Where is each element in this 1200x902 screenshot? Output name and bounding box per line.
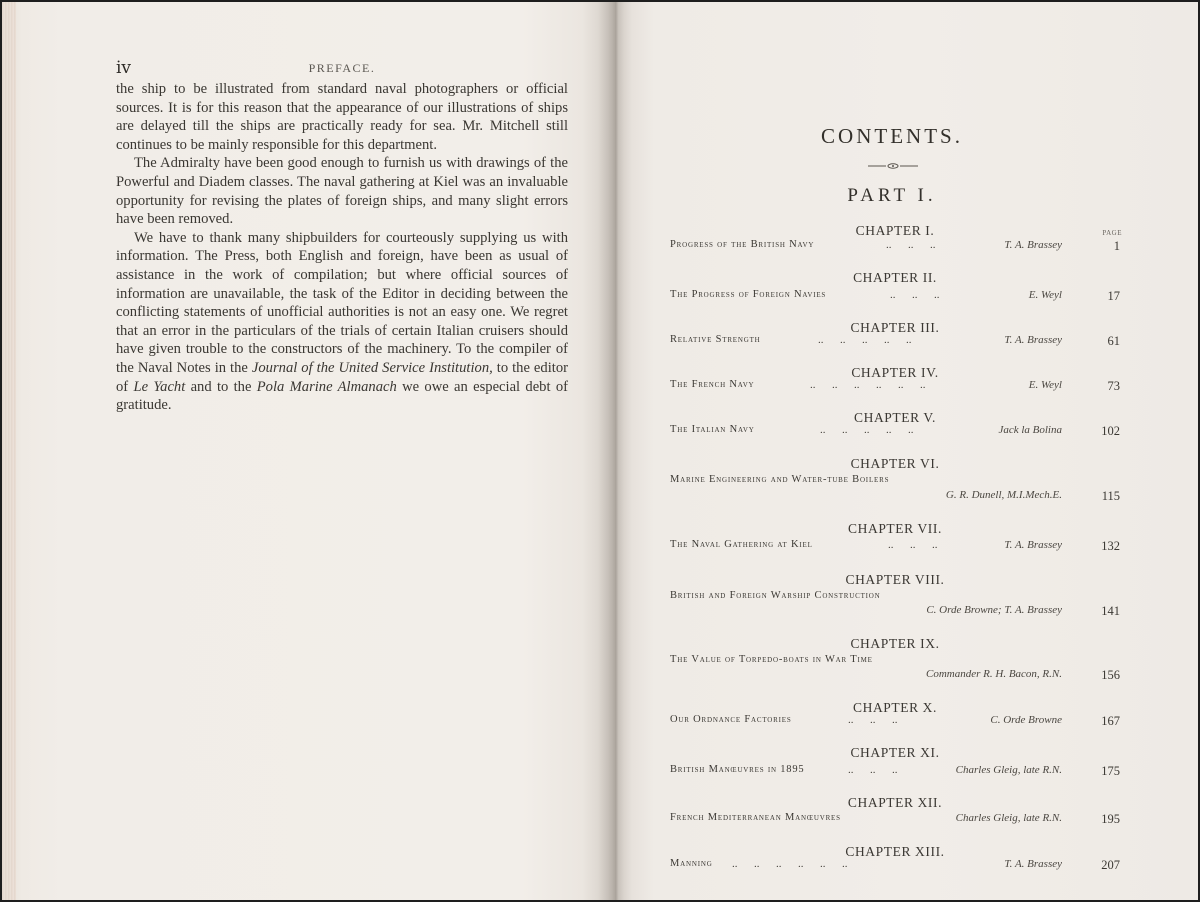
preface-paragraph: The Admiralty have been good enough to furnish us with drawings of the Powerful and Diadem classes. The naval gathering at Kiel was an invaluable opportunity for revising the plates of foreign ships, and many slight errors have been removed. <box>116 155 568 228</box>
chapter-heading: CHAPTER III. <box>850 320 940 335</box>
chapter-title: The Italian Navy <box>670 424 755 435</box>
leader-dots: .. .. .. <box>848 714 898 726</box>
chapter-author: E. Weyl <box>1028 379 1062 391</box>
chapter-title: The French Navy <box>670 379 755 390</box>
part-title: PART I. <box>847 185 937 206</box>
toc-entry[interactable] <box>670 289 1120 305</box>
magazine-title: Le Yacht <box>133 378 186 395</box>
chapter-author: Jack la Bolina <box>998 424 1062 436</box>
toc-entry-continuation[interactable] <box>670 604 1120 620</box>
leader-dots: .. .. .. <box>890 289 940 301</box>
toc-entry[interactable] <box>670 812 1120 828</box>
chapter-heading: CHAPTER X. <box>852 700 937 715</box>
chapter-author: T. A. Brassey <box>1004 334 1062 346</box>
chapter-author: T. A. Brassey <box>1004 239 1062 251</box>
chapter-heading: CHAPTER I. <box>855 223 935 238</box>
toc-entry-continuation[interactable] <box>670 489 1120 505</box>
preface-paragraph: the ship to be illustrated from standard naval photographers or official sources. It is for this reason that the appearance of our illustrations of ships are delayed till the ships are practically ready for sea. Mr. Mitchell still continues to be mainly responsible for this department. <box>116 81 568 153</box>
toc-entry[interactable] <box>670 379 1120 395</box>
chapter-title: Manning <box>670 858 713 869</box>
chapter-heading: CHAPTER IV. <box>851 365 939 380</box>
running-head: PREFACE. <box>308 61 376 75</box>
chapter-page-number: 175 <box>1101 764 1120 778</box>
page-column-label: PAGE <box>1102 229 1122 237</box>
leader-dots: .. .. .. <box>886 239 936 251</box>
chapter-title: The Progress of Foreign Navies <box>670 289 827 300</box>
leader-dots: .. .. .. .. .. <box>818 334 912 346</box>
chapter-page-number: 132 <box>1101 539 1120 553</box>
chapter-page-number: 167 <box>1101 714 1120 728</box>
preface-text-run: We have to thank many shipbuilders for courteously supplying us with information. The Press, both English and foreign, have been as usual of assistance in the work of compilation; but where official sources of information are unavailable, the task of the Editor in deciding between the conflicting statements of unofficial authorities is not an easy one. We regret that an error in the particulars of the trials of certain Italian cruisers should have given trouble to the constructors of the machinery. To the compiler of the Naval Notes in the <box>116 229 568 376</box>
toc-entry[interactable] <box>670 239 1120 255</box>
page-number: iv <box>116 58 132 78</box>
leader-dots: .. .. .. .. .. .. <box>810 379 926 391</box>
toc-entry[interactable] <box>670 334 1120 350</box>
toc-entry[interactable] <box>670 764 1120 780</box>
toc-entry[interactable] <box>670 858 1120 874</box>
contents-title: CONTENTS. <box>821 124 963 148</box>
preface-text <box>116 80 568 415</box>
journal-title: Journal of the United Service Institution, <box>251 359 493 376</box>
chapter-author: Charles Gleig, late R.N. <box>955 812 1062 824</box>
leader-dots: .. .. .. .. .. .. <box>732 858 848 870</box>
chapter-author: G. R. Dunell, M.I.Mech.E. <box>945 489 1062 501</box>
leader-dots: .. .. .. <box>848 764 898 776</box>
chapter-heading: CHAPTER XII. <box>847 795 943 810</box>
toc-entry[interactable] <box>670 539 1120 555</box>
chapter-heading: CHAPTER VII. <box>848 521 942 536</box>
chapter-page-number: 141 <box>1101 604 1120 618</box>
chapter-title: The Value of Torpedo-boats in War Time <box>670 654 873 665</box>
chapter-author: E. Weyl <box>1028 289 1062 301</box>
chapter-title: Marine Engineering and Water-tube Boilers <box>670 474 890 485</box>
chapter-page-number: 102 <box>1101 424 1120 438</box>
chapter-page-number: 115 <box>1101 489 1120 503</box>
chapter-page-number: 73 <box>1107 379 1120 393</box>
chapter-title: British and Foreign Warship Construction <box>670 590 881 601</box>
chapter-title: Relative Strength <box>670 334 761 345</box>
toc-entry-continuation[interactable] <box>670 668 1120 684</box>
chapter-heading: CHAPTER XIII. <box>845 844 945 859</box>
chapter-heading: CHAPTER II. <box>853 270 937 285</box>
chapter-title: Progress of the British Navy <box>670 239 815 250</box>
preface-text-run: and to the <box>185 378 257 395</box>
chapter-page-number: 61 <box>1107 334 1120 348</box>
chapter-author: Commander R. H. Bacon, R.N. <box>926 668 1062 680</box>
chapter-page-number: 195 <box>1101 812 1120 826</box>
chapter-heading: CHAPTER XI. <box>850 745 940 760</box>
chapter-heading: CHAPTER VI. <box>850 456 940 471</box>
toc-entry[interactable] <box>670 424 1120 440</box>
chapter-page-number: 207 <box>1101 858 1120 872</box>
chapter-author: C. Orde Browne; T. A. Brassey <box>926 604 1062 616</box>
leader-dots: .. .. .. <box>888 539 938 551</box>
chapter-title: The Naval Gathering at Kiel <box>670 539 813 550</box>
table-of-contents <box>670 2 1120 900</box>
chapter-page-number: 1 <box>1113 239 1120 253</box>
chapter-heading: CHAPTER VIII. <box>845 572 945 587</box>
chapter-heading: CHAPTER V. <box>853 410 937 425</box>
chapter-title: Our Ordnance Factories <box>670 714 792 725</box>
preface-text-run: to the editor of <box>116 359 568 395</box>
leader-dots: .. .. .. .. .. <box>820 424 914 436</box>
chapter-heading: CHAPTER IX. <box>850 636 940 651</box>
chapter-title: French Mediterranean Manœuvres <box>670 812 841 823</box>
toc-entry[interactable] <box>670 474 1120 490</box>
chapter-page-number: 156 <box>1101 668 1120 682</box>
preface-text-run: we owe an especial debt of gratitude. <box>116 378 568 414</box>
left-page-header <box>116 58 568 78</box>
chapter-title: British Manœuvres in 1895 <box>670 764 805 775</box>
almanach-title: Pola Marine Almanach <box>256 378 397 395</box>
chapter-page-number: 17 <box>1107 289 1120 303</box>
chapter-author: T. A. Brassey <box>1004 539 1062 551</box>
chapter-author: Charles Gleig, late R.N. <box>955 764 1062 776</box>
chapter-author: C. Orde Browne <box>990 714 1062 726</box>
preface-paragraph <box>116 229 568 415</box>
chapter-author: T. A. Brassey <box>1004 858 1062 870</box>
toc-entry[interactable] <box>670 714 1120 730</box>
